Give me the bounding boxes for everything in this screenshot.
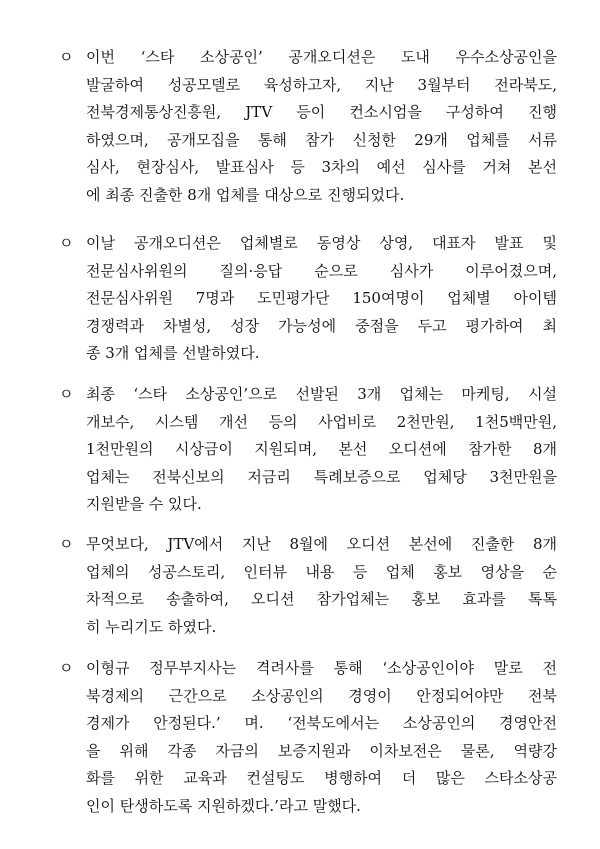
paragraph-line: 전문심사위원의 질의·응답 순으로 심사가 이루어졌으며, xyxy=(86,261,557,280)
paragraph-line: 이번 ‘스타 소상공인’ 공개오디션은 도내 우수소상공인을 xyxy=(86,48,557,66)
paragraph-line: 최종 ‘스타 소상공인’으로 선발된 3개 업체는 마케팅, 시설 xyxy=(86,385,557,403)
paragraph-line: 1천만원의 시상금이 지원되며, 본선 오디션에 참가한 8개 xyxy=(86,440,557,458)
paragraph-line: 업체의 성공스토리, 인터뷰 내용 등 업체 홍보 영상을 순 xyxy=(86,562,557,581)
paragraph-line: 개보수, 시스템 개선 등의 사업비로 2천만원, 1천5백만원, xyxy=(86,412,557,431)
paragraph-prize-support xyxy=(52,381,557,519)
paragraph-line: 인이 탄생하도록 지원하겠다.’라고 말했다. xyxy=(86,796,361,815)
paragraph-judging-process xyxy=(52,230,557,368)
paragraph-line: 심사, 현장심사, 발표심사 등 3차의 예선 심사를 거쳐 본선 xyxy=(86,158,557,176)
paragraph-line: 종 3개 업체를 선발하였다. xyxy=(86,344,260,362)
paragraph-line: 경쟁력과 차별성, 성장 가능성에 중점을 두고 평가하여 최 xyxy=(86,316,557,335)
paragraph-line: 전북경제통상진흥원, JTV 등이 컨소시엄을 구성하여 진행 xyxy=(86,103,557,121)
bullet-marker: ㅇ xyxy=(59,535,74,553)
bullet-marker: ㅇ xyxy=(59,234,74,252)
bullet-marker: ㅇ xyxy=(59,659,74,677)
paragraph-line: 이날 공개오디션은 업체별로 동영상 상영, 대표자 발표 및 xyxy=(86,234,557,252)
paragraph-vice-governor-remarks xyxy=(52,655,557,820)
paragraph-line: 화를 위한 교육과 컨설팅도 병행하여 더 많은 스타소상공 xyxy=(86,769,557,787)
paragraph-audition-overview xyxy=(52,44,557,209)
paragraph-line: 히 누리기도 하였다. xyxy=(86,617,217,636)
paragraph-line: 경제가 안정된다.’ 며. ‘전북도에서는 소상공인의 경영안전 xyxy=(86,714,557,732)
paragraph-line: 북경제의 근간으로 소상공인의 경영이 안정되어야만 전북 xyxy=(86,686,557,705)
paragraph-line: 발굴하여 성공모델로 육성하고자, 지난 3월부터 전라북도, xyxy=(86,75,557,94)
paragraph-line: 에 최종 진출한 8개 업체를 대상으로 진행되었다. xyxy=(86,185,405,204)
paragraph-line: 을 위해 각종 자금의 보증지원과 이차보전은 물론, 역량강 xyxy=(86,741,557,760)
paragraph-jtv-broadcast xyxy=(52,531,557,641)
paragraph-line: 차적으로 송출하여, 오디션 참가업체는 홍보 효과를 톡톡 xyxy=(86,590,557,608)
paragraph-line: 무엇보다, JTV에서 지난 8월에 오디션 본선에 진출한 8개 xyxy=(86,535,557,553)
paragraph-line: 지원받을 수 있다. xyxy=(86,495,202,513)
paragraph-line: 하였으며, 공개모집을 통해 참가 신청한 29개 업체를 서류 xyxy=(86,130,557,149)
paragraph-line: 업체는 전북신보의 저금리 특례보증으로 업체당 3천만원을 xyxy=(86,467,557,486)
paragraph-line: 이형규 정무부지사는 격려사를 통해 ‘소상공인이야 말로 전 xyxy=(86,659,557,677)
bullet-marker: ㅇ xyxy=(59,48,74,66)
paragraph-line: 전문심사위원 7명과 도민평가단 150여명이 업체별 아이템 xyxy=(86,289,557,307)
bullet-marker: ㅇ xyxy=(59,385,74,403)
